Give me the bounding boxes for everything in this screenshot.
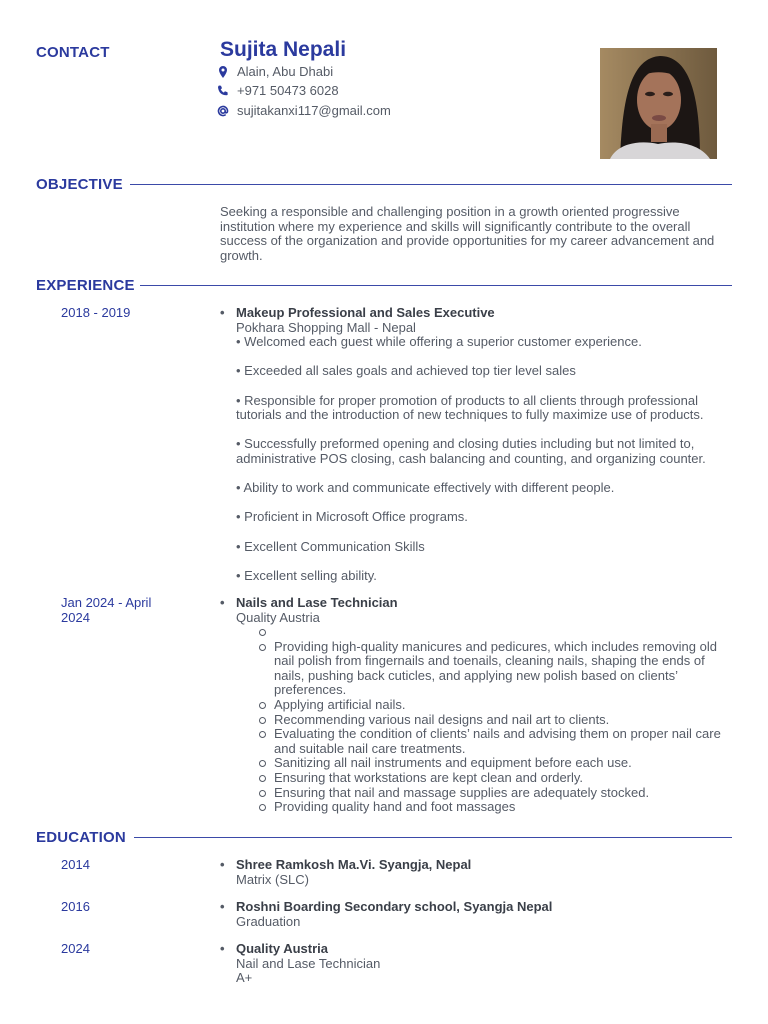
school-name: • Quality Austria bbox=[236, 942, 736, 957]
duty-item: Ensuring that nail and massage supplies are adequately stocked. bbox=[274, 786, 734, 801]
job-place: Pokhara Shopping Mall - Nepal bbox=[236, 319, 416, 335]
duty-item: Evaluating the condition of clients’ nails and advising them on proper nail care and suitable nail care treatments. bbox=[274, 727, 734, 756]
job-date: 2018 - 2019 bbox=[61, 305, 131, 320]
job-point: • Excellent selling ability. bbox=[236, 567, 377, 583]
at-sign-icon bbox=[216, 104, 230, 118]
job-role: • Nails and Lase Technician bbox=[236, 596, 736, 611]
school-name: • Roshni Boarding Secondary school, Syangja Nepal bbox=[236, 900, 736, 915]
education-entry bbox=[236, 900, 736, 929]
education-year: 2016 bbox=[61, 899, 90, 914]
job-point: • Welcomed each guest while offering a superior customer experience. bbox=[236, 334, 642, 350]
education-entry bbox=[236, 942, 736, 986]
profile-photo bbox=[600, 48, 717, 159]
objective-divider bbox=[130, 184, 732, 185]
school-name: • Shree Ramkosh Ma.Vi. Syangja, Nepal bbox=[236, 858, 736, 873]
duty-item: Ensuring that workstations are kept clean and orderly. bbox=[274, 771, 734, 786]
duty-item: Providing quality hand and foot massages bbox=[274, 800, 734, 815]
job-point: • Excellent Communication Skills bbox=[236, 538, 425, 554]
education-divider bbox=[134, 837, 732, 838]
objective-text: Seeking a responsible and challenging position in a growth oriented progressive institution where my experience and skills will significantly contribute to the overall success of the organization and provide opportunities for my career advancement and growth. bbox=[220, 204, 715, 263]
duty-item: Applying artificial nails. bbox=[274, 698, 734, 713]
job-point: • Ability to work and communicate effectively with different people. bbox=[236, 480, 615, 496]
job-point: • Successfully preformed opening and closing duties including but not limited to, administrative POS closing, cash balancing and counting, and organizing counter. bbox=[236, 436, 706, 466]
contact-email bbox=[216, 103, 391, 118]
job-point: • Responsible for proper promotion of products to all clients through professional tutorials and the introduction of new techniques to fully maximize use of products. bbox=[236, 392, 704, 423]
location-text: Alain, Abu Dhabi bbox=[237, 64, 334, 79]
job-entry bbox=[236, 596, 736, 625]
education-year: 2024 bbox=[61, 941, 90, 956]
degree: Nail and Lase Technician bbox=[236, 955, 381, 971]
contact-location bbox=[216, 64, 333, 79]
job-point: • Exceeded all sales goals and achieved top tier level sales bbox=[236, 363, 576, 379]
phone-icon bbox=[216, 84, 230, 98]
education-year: 2014 bbox=[61, 857, 90, 872]
duty-item: Providing high-quality manicures and pedicures, which includes removing old nail polish from fingernails and toenails, cleaning nails, shaping the ends of nails, pushing back cuticles, and applying new polish based on clients’ preferences. bbox=[274, 640, 734, 698]
grade: A+ bbox=[236, 970, 253, 986]
objective-heading: OBJECTIVE bbox=[36, 176, 123, 193]
job-role: • Makeup Professional and Sales Executive bbox=[236, 306, 736, 321]
duty-item bbox=[274, 625, 734, 640]
education-heading: EDUCATION bbox=[36, 829, 126, 846]
map-pin-icon bbox=[216, 65, 230, 79]
degree: Graduation bbox=[236, 913, 301, 929]
job-date: Jan 2024 - April 2024 bbox=[61, 595, 152, 625]
experience-heading: EXPERIENCE bbox=[36, 277, 135, 294]
experience-divider bbox=[140, 285, 732, 286]
phone-text: +971 50473 6028 bbox=[237, 83, 339, 98]
contact-heading: CONTACT bbox=[36, 44, 110, 61]
job-place: Quality Austria bbox=[236, 609, 320, 625]
duty-item: Sanitizing all nail instruments and equipment before each use. bbox=[274, 756, 734, 771]
duty-item: Recommending various nail designs and nail art to clients. bbox=[274, 713, 734, 728]
job-duties-list bbox=[274, 625, 734, 815]
degree: Matrix (SLC) bbox=[236, 871, 309, 887]
education-entry bbox=[236, 858, 736, 887]
email-text: sujitakanxi117@gmail.com bbox=[237, 103, 391, 118]
contact-phone bbox=[216, 83, 339, 98]
job-entry bbox=[236, 306, 736, 583]
candidate-name: Sujita Nepali bbox=[220, 38, 347, 61]
job-point: • Proficient in Microsoft Office programs. bbox=[236, 509, 468, 525]
